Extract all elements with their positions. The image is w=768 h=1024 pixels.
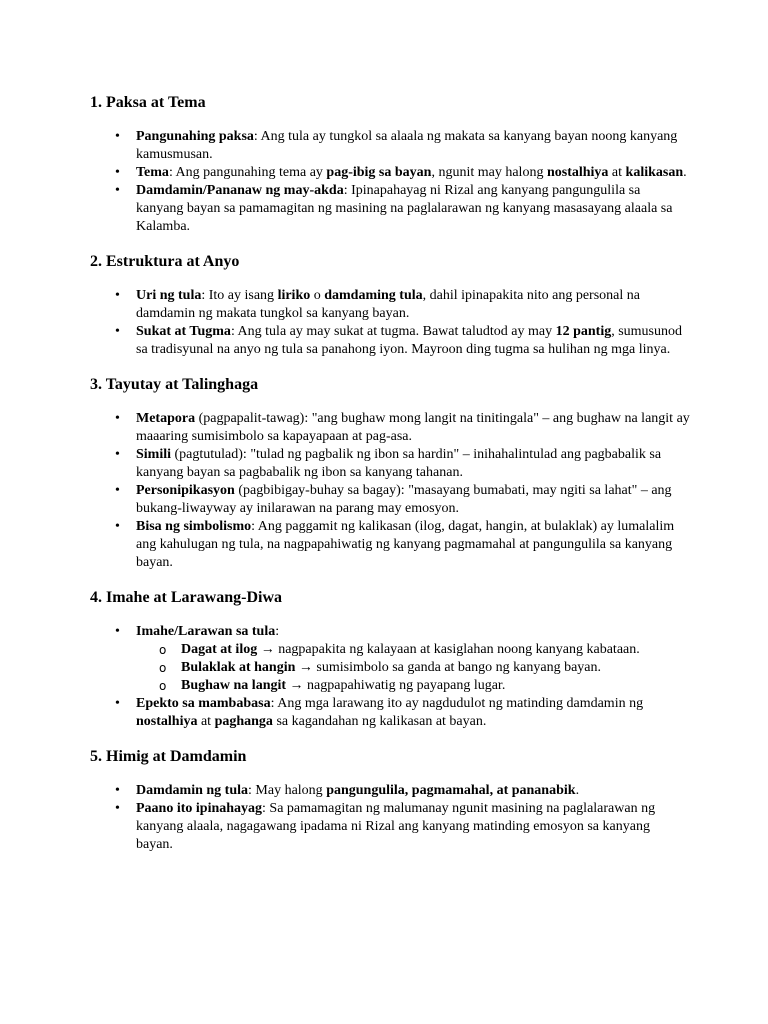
item-text: : Ipinapahayag ni Rizal ang kanyang pangungulila sa kanyang bayan sa pamamagitan ng masining na paglalarawan ng kanyang masasayang alaala sa Kalamba.: [136, 183, 673, 234]
item-text: :: [275, 624, 280, 639]
item-text: .: [575, 783, 580, 798]
item-text: : Ito ay isang: [201, 288, 278, 303]
arrow-icon: →: [295, 660, 313, 675]
sub-list-item: [136, 641, 690, 659]
item-label: Simili: [136, 447, 172, 462]
item-text: : Ang mga larawang ito ay nagdudulot ng matinding damdamin ng: [270, 696, 644, 711]
list-item: [90, 182, 690, 236]
item-label: Paano ito ipinahayag: [136, 801, 263, 816]
item-label: Tema: [136, 165, 169, 180]
item-label: Dagat at ilog: [181, 642, 258, 657]
emphasis: damdaming tula: [324, 288, 423, 303]
section-heading: 4. Imahe at Larawang-Diwa: [90, 589, 282, 606]
item-text: : May halong: [248, 783, 327, 798]
arrow-icon: →: [257, 642, 275, 657]
section-heading: 2. Estruktura at Anyo: [90, 253, 240, 270]
emphasis: nostalhiya: [546, 165, 609, 180]
item-label: Epekto sa mambabasa: [136, 696, 271, 711]
item-text: sa kagandahan ng kalikasan at bayan.: [272, 714, 487, 729]
item-label: Sukat at Tugma: [136, 324, 231, 339]
emphasis: 12 pantig: [555, 324, 612, 339]
emphasis: paghanga: [214, 714, 273, 729]
item-text: (pagtutulad): "tulad ng pagbalik ng ibon sa hardin" – inihahalintulad ang pagbabalik sa kanyang bayan sa pagbabalik ng ibon sa kanyang tahanan.: [136, 447, 662, 480]
item-label: Bisa ng simbolismo: [136, 519, 252, 534]
item-label: Damdamin ng tula: [136, 783, 249, 798]
item-label: Pangunahing paksa: [136, 129, 254, 144]
list-item: [90, 287, 690, 323]
item-text: nagpapahiwatig ng payapang lugar.: [303, 678, 506, 693]
item-text: sumisimbolo sa ganda at bango ng kanyang bayan.: [312, 660, 601, 675]
item-label: Uri ng tula: [136, 288, 202, 303]
item-label: Imahe/Larawan sa tula: [136, 624, 276, 639]
item-text: (pagpapalit-tawag): "ang bughaw mong langit na tinitingala" – ang bughaw na langit ay maaaring sumisimbolo sa kapayapaan at pag-asa.: [136, 411, 690, 444]
section-heading: 3. Tayutay at Talinghaga: [90, 376, 259, 393]
item-text: : Ang pangunahing tema ay: [168, 165, 327, 180]
list-item: [90, 164, 690, 182]
list-item: [90, 695, 690, 731]
sub-list-item: [136, 677, 690, 695]
bullet-list: [90, 782, 690, 854]
emphasis: kalikasan: [625, 165, 684, 180]
sub-bullet-list: [136, 641, 690, 695]
item-text: , sumusunod sa tradisyunal na anyo ng tula sa panahong iyon. Mayroon ding tugma sa hulihan ng mga linya.: [136, 324, 683, 357]
list-item: [90, 410, 690, 446]
list-item: [90, 446, 690, 482]
bullet-list: [90, 287, 690, 359]
emphasis: liriko: [277, 288, 311, 303]
item-text: (pagbibigay-buhay sa bagay): "masayang bumabati, may ngiti sa lahat" – ang bukang-liwayway ay inilarawan na parang may emosyon.: [136, 483, 672, 516]
sub-list-item: [136, 659, 690, 677]
item-label: Bulaklak at hangin: [181, 660, 296, 675]
item-text: : Ang paggamit ng kalikasan (ilog, dagat, hangin, at bulaklak) ay lumalalim ang kahulugan ng tula, na nagpapahiwatig ng kanyang pagmamahal at pangungulila sa kanyang bayan.: [136, 519, 675, 570]
item-text: .: [683, 165, 687, 180]
list-item: [90, 482, 690, 518]
list-item: [90, 782, 690, 800]
item-text: o: [310, 288, 325, 303]
emphasis: pag-ibig sa bayan: [326, 165, 432, 180]
item-text: : Ang tula ay tungkol sa alaala ng makata sa kanyang bayan noong kanyang kamusmusan.: [136, 129, 678, 162]
item-text: nagpapakita ng kalayaan at kasiglahan noong kanyang kabataan.: [274, 642, 640, 657]
item-text: : Ang tula ay may sukat at tugma. Bawat taludtod ay may: [230, 324, 556, 339]
arrow-icon: →: [286, 678, 304, 693]
emphasis: pangungulila, pagmamahal, at pananabik: [326, 783, 576, 798]
bullet-list: [90, 623, 690, 731]
bullet-list: [90, 128, 690, 236]
item-label: Metapora: [136, 411, 196, 426]
item-text: at: [197, 714, 215, 729]
list-item: [90, 623, 690, 695]
item-text: : Sa pamamagitan ng malumanay ngunit masining na paglalarawan ng kanyang alaala, nagagawang ipadama ni Rizal ang kanyang matinding emosyon sa kanyang bayan.: [136, 801, 656, 852]
item-label: Bughaw na langit: [181, 678, 287, 693]
item-label: Personipikasyon: [136, 483, 235, 498]
list-item: [90, 800, 690, 854]
item-text: at: [608, 165, 626, 180]
list-item: [90, 128, 690, 164]
document-page: [90, 93, 690, 870]
section-heading: 5. Himig at Damdamin: [90, 748, 247, 765]
list-item: [90, 323, 690, 359]
list-item: [90, 518, 690, 572]
item-text: , ngunit may halong: [431, 165, 547, 180]
item-label: Damdamin/Pananaw ng may-akda: [136, 183, 344, 198]
emphasis: nostalhiya: [136, 714, 198, 729]
section-heading: 1. Paksa at Tema: [90, 94, 206, 111]
item-text: , dahil ipinapakita nito ang personal na damdamin ng makata tungkol sa kanyang bayan.: [136, 288, 640, 321]
bullet-list: [90, 410, 690, 572]
